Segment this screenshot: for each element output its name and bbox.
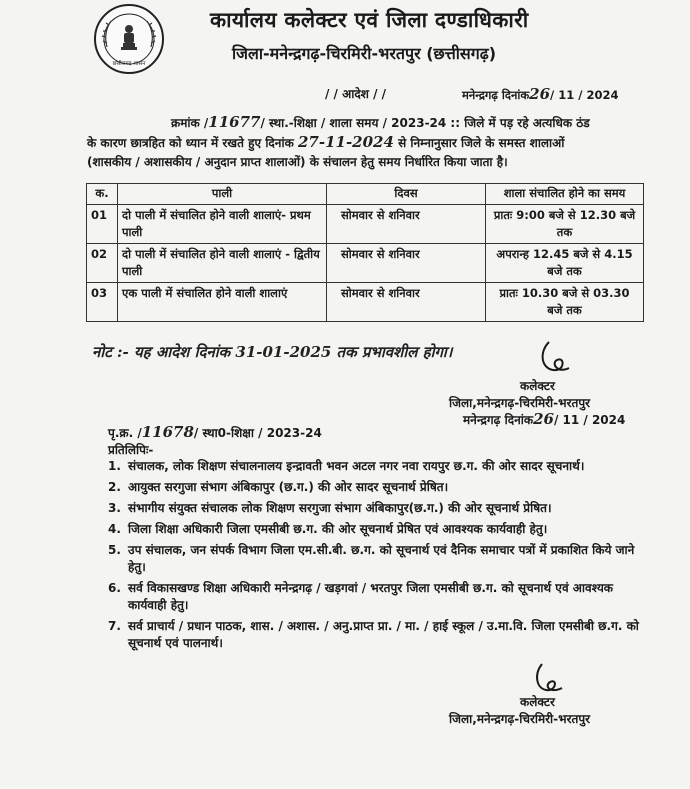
table-row [87, 244, 644, 283]
row-shift: एक पाली में संचालित होने वाली शालाएं [118, 283, 327, 322]
order-line-1 [87, 113, 647, 133]
order-line-2 [87, 133, 647, 153]
list-item [108, 580, 648, 614]
list-item-text: संभागीय संयुक्त संचालक लोक शिक्षण सरगुजा संभाग अंबिकापुर(छ.ग.) की ओर सूचनार्थ प्रेषित। [128, 501, 552, 515]
list-item-number: 3. [108, 501, 121, 515]
list-item-number: 4. [108, 522, 121, 536]
endorsement-ref-prefix: पृ.क्र. / [108, 426, 142, 440]
list-item [108, 479, 648, 496]
order-ref-prefix: क्रमांक / [171, 116, 209, 130]
order-label: / / आदेश / / [325, 87, 387, 101]
list-item-text: सर्व विकासखण्ड शिक्षा अधिकारी मनेन्द्रगढ़ / खड़गवां / भरतपुर जिला एमसीबी छ.ग. को सूचनार्थ एवं आवश्यक कार्यवाही हेतु। [128, 581, 613, 612]
school-timing-table [86, 183, 644, 322]
row-serial: 02 [87, 244, 118, 283]
list-item [108, 521, 648, 538]
row-shift: दो पाली में संचालित होने वाली शालाएं- प्रथम पाली [118, 205, 327, 244]
copies-label: प्रतिलिपिः- [108, 443, 154, 457]
list-item-text: उप संचालक, जन संपर्क विभाग जिला एम.सी.बी. छ.ग. को सूचनार्थ एवं दैनिक समाचार पत्रों में प्रकाशित किये जाने हेतु। [128, 543, 635, 574]
list-item [108, 542, 648, 576]
order-ref-num: 11677 [208, 113, 261, 131]
order-date-prefix: मनेन्द्रगढ़ दिनांक [462, 88, 530, 102]
row-serial: 01 [87, 205, 118, 244]
header-time: शाला संचालित होने का समय [486, 184, 644, 205]
seal-text: छत्तीसगढ़ शासन [112, 61, 146, 67]
signature-mark [535, 338, 575, 378]
collector-district-2: जिला,मनेन्द्रगढ़-चिरमिरी-भरतपुर [449, 712, 591, 726]
row-time: अपरान्ह 12.45 बजे से 4.15 बजे तक [486, 244, 644, 283]
row-day: सोमवार से शनिवार [327, 244, 486, 283]
handwritten-note: नोट :- यह आदेश दिनांक 31-01-2025 तक प्रभावशील होगा। [92, 343, 453, 361]
row-shift: दो पाली में संचालित होने वाली शालाएं - द्वितीय पाली [118, 244, 327, 283]
order-date [462, 85, 618, 103]
collector-title: कलेक्टर [520, 379, 555, 393]
header-day: दिवस [327, 184, 486, 205]
order-paragraph [87, 113, 647, 172]
row-time: प्रातः 10.30 बजे से 03.30 बजे तक [486, 283, 644, 322]
copy-recipients-list [108, 458, 648, 656]
header-serial: क. [87, 184, 118, 205]
state-emblem-seal [93, 3, 165, 75]
collector-title-2: कलेक्टर [520, 695, 555, 709]
order-line-2b: से निम्नानुसार जिले के समस्त शालाओं [398, 136, 565, 150]
collector-district: जिला,मनेन्द्रगढ़-चिरमिरी-भरतपुर [449, 396, 591, 410]
order-line-3: (शासकीय / अशासकीय / अनुदान प्राप्त शालाओं) के संचालन हेतु समय निर्धारित किया जाता है। [87, 155, 508, 169]
signature-date [463, 410, 625, 428]
list-item-number: 2. [108, 480, 121, 494]
signature-date-prefix: मनेन्द्रगढ़ दिनांक [463, 413, 534, 427]
row-day: सोमवार से शनिवार [327, 205, 486, 244]
signature-date-rest: / 11 / 2024 [553, 413, 626, 427]
list-item-number: 1. [108, 459, 121, 473]
list-item [108, 618, 648, 652]
row-serial: 03 [87, 283, 118, 322]
list-item-text: जिला शिक्षा अधिकारी जिला एमसीबी छ.ग. की ओर सूचनार्थ प्रेषित एवं आवश्यक कार्यवाही हेतु। [128, 522, 548, 536]
endorsement-ref-num: 11678 [141, 423, 194, 441]
table-header-row [87, 184, 644, 205]
list-item [108, 500, 648, 517]
list-item-text: संचालक, लोक शिक्षण संचालनालय इन्द्रावती भवन अटल नगर नवा रायपुर छ.ग. की ओर सादर सूचनार्थ। [128, 459, 585, 473]
list-item-number: 6. [108, 581, 121, 595]
endorsement-ref-rest: / स्था0-शिक्षा / 2023-24 [193, 426, 322, 440]
office-subtitle: जिला-मनेन्द्रगढ़-चिरमिरी-भरतपुर (छत्तीसगढ़) [232, 44, 497, 63]
signature-date-day: 26 [533, 410, 554, 428]
order-ref-rest: / स्था.-शिक्षा / शाला समय / 2023-24 :: जिले में पड़ रहे अत्यधिक ठंड [260, 116, 590, 130]
list-item-number: 5. [108, 543, 121, 557]
list-item-number: 7. [108, 619, 121, 633]
office-title: कार्यालय कलेक्टर एवं जिला दण्डाधिकारी [210, 8, 529, 32]
table-row [87, 205, 644, 244]
order-date-rest: / 11 / 2024 [550, 88, 619, 102]
order-effective-date: 27-11-2024 [297, 133, 394, 151]
row-day: सोमवार से शनिवार [327, 283, 486, 322]
list-item [108, 458, 648, 475]
order-date-day: 26 [529, 85, 551, 103]
list-item-text: सर्व प्राचार्य / प्रधान पाठक, शास. / अशास. / अनु.प्राप्त प्रा. / मा. / हाई स्कूल / उ.मा.वि. जिला एमसीबी छ.ग. को सूचनार्थ एवं पालनार्थ। [128, 619, 639, 650]
list-item-text: आयुक्त सरगुजा संभाग अंबिकापुर (छ.ग.) की ओर सादर सूचनार्थ प्रेषित। [128, 480, 449, 494]
endorsement-ref [108, 423, 322, 441]
row-time: प्रातः 9:00 बजे से 12.30 बजे तक [486, 205, 644, 244]
table-row [87, 283, 644, 322]
order-line-2a: के कारण छात्रहित को ध्यान में रखते हुए दिनांक [87, 136, 294, 150]
header-shift: पाली [118, 184, 327, 205]
